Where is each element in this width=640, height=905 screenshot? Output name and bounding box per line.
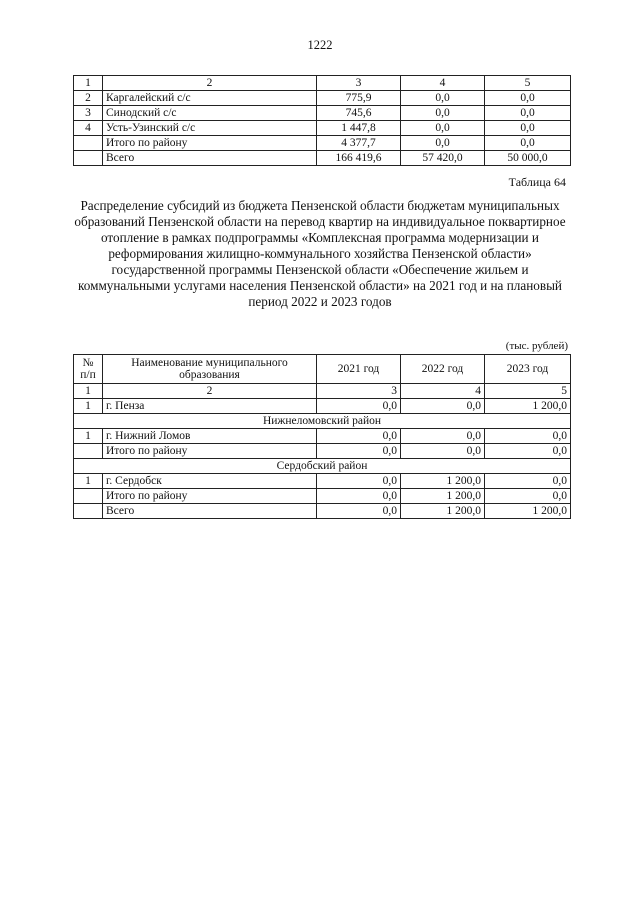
unit-note: (тыс. рублей) [505,340,568,352]
table-cell: 1 [74,76,103,91]
table-cell: Каргалейский с/с [103,91,317,106]
column-header: 2022 год [401,355,485,384]
table-cell [74,504,103,519]
table-cell: г. Пенза [103,399,317,414]
table-numbering-row [74,76,571,91]
column-header: № п/п [74,355,103,384]
table-caption: Таблица 64 [508,175,566,189]
table-row [74,474,571,489]
table-cell: 5 [485,76,571,91]
table-cell: 2 [74,91,103,106]
table-cell: 0,0 [317,489,401,504]
table-row [74,106,571,121]
region-row [74,414,571,429]
table-cell: 3 [317,76,401,91]
table-row [74,151,571,166]
table-cell: 0,0 [401,429,485,444]
table-cell: 0,0 [485,429,571,444]
subsidy-table [73,354,571,519]
table-cell: Всего [103,504,317,519]
table-cell: г. Сердобск [103,474,317,489]
table-cell: 5 [485,384,571,399]
table-cell: 0,0 [401,399,485,414]
table-cell: Синодский с/с [103,106,317,121]
table-cell: 0,0 [317,504,401,519]
table-cell: Всего [103,151,317,166]
table-cell: 2 [103,384,317,399]
table-cell: 0,0 [485,106,571,121]
table-cell: 1 [74,399,103,414]
table-cell: 1 200,0 [485,504,571,519]
table-cell: 0,0 [401,121,485,136]
table-row [74,444,571,459]
table-row [74,121,571,136]
table-cell: 4 377,7 [317,136,401,151]
table-cell: 745,6 [317,106,401,121]
table-cell: 3 [317,384,401,399]
table-cell: 1 200,0 [401,504,485,519]
table-cell: 0,0 [401,106,485,121]
column-header: 2021 год [317,355,401,384]
table-row [74,489,571,504]
table-cell: 1 200,0 [485,399,571,414]
table-cell: Итого по району [103,489,317,504]
table-cell: 4 [401,76,485,91]
table-numbering-row [74,384,571,399]
table-cell: 0,0 [317,474,401,489]
region-row [74,459,571,474]
table-row [74,91,571,106]
column-header: 2023 год [485,355,571,384]
table-cell: 0,0 [485,121,571,136]
table-cell [74,489,103,504]
table-cell: 775,9 [317,91,401,106]
table-cell: Итого по району [103,136,317,151]
table-cell: 57 420,0 [401,151,485,166]
table-cell: 1 200,0 [401,489,485,504]
table-cell: 0,0 [401,136,485,151]
table-cell: 0,0 [317,399,401,414]
table-cell: 0,0 [401,444,485,459]
column-header: Наименование муниципального образования [103,355,317,384]
table-cell: 1 447,8 [317,121,401,136]
table-cell: 1 200,0 [401,474,485,489]
table-cell: 2 [103,76,317,91]
table-cell: 0,0 [485,474,571,489]
table-cell: 50 000,0 [485,151,571,166]
region-name: Сердобский район [74,459,571,474]
table-header-row [74,355,571,384]
table-cell: 0,0 [317,429,401,444]
table-total-row [74,504,571,519]
table-cell [74,444,103,459]
table-cell: 0,0 [485,136,571,151]
table-cell: г. Нижний Ломов [103,429,317,444]
table-cell: 0,0 [485,91,571,106]
table-cell: 0,0 [485,444,571,459]
table-cell: 1 [74,474,103,489]
table-cell: 3 [74,106,103,121]
table-cell: 0,0 [485,489,571,504]
table-cell [74,151,103,166]
page-number: 1222 [307,38,333,52]
document-heading: Распределение субсидий из бюджета Пензенской области бюджетам муниципальных образований Пензенской области на перевод квартир на индивидуальное поквартирное отопление в рамках подпрограммы «Комплексная программа модернизации и реформирования жилищно-коммунального хозяйства Пензенской области» государственной программы Пензенской области «Обеспечение жильем и коммунальными услугами населения Пензенской области» на 2021 год и на плановый период 2022 и 2023 годов [74,198,566,309]
region-name: Нижнеломовский район [74,414,571,429]
table-cell: 0,0 [317,444,401,459]
table-cell: 4 [74,121,103,136]
table-cell: 4 [401,384,485,399]
table-row [74,429,571,444]
table-cell: 0,0 [401,91,485,106]
table-row [74,136,571,151]
table-cell: 166 419,6 [317,151,401,166]
table-cell: Усть-Узинский с/с [103,121,317,136]
table-cell: 1 [74,384,103,399]
table-cell: 1 [74,429,103,444]
table-cell: Итого по району [103,444,317,459]
table-cell [74,136,103,151]
continued-table [73,75,571,166]
table-row [74,399,571,414]
